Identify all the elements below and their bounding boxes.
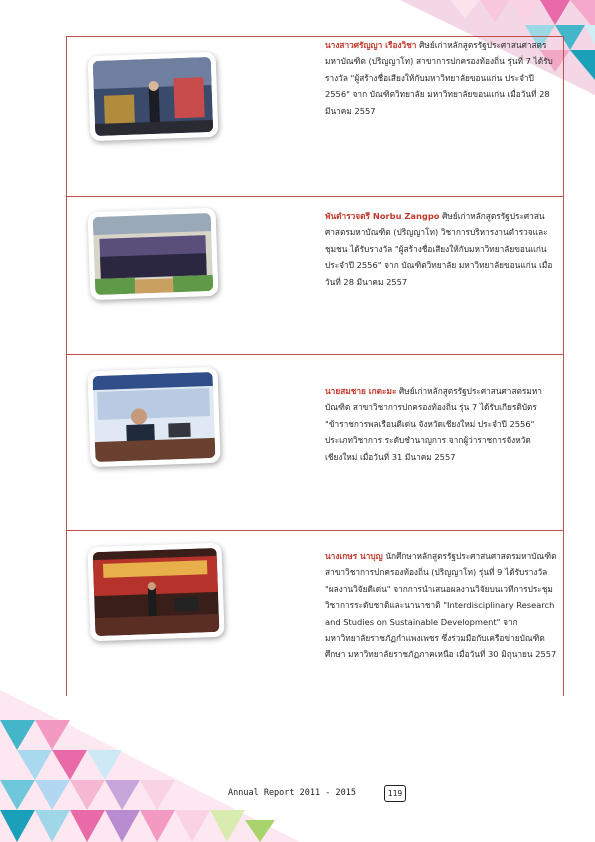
award-description: ศิษย์เก่าหลักสูตรรัฐประศาสนศาสตรมหาบัณฑิต สาขาวิชาการปกครองท้องถิ่น รุ่น 7 ได้รับเกียรติบัตร "ข้าราชการพลเรือนดีเด่น จังหวัดเชียงใหม่ ประจำปี 2556" ประเภทวิชาการ ระดับชำนาญการ จากผู้ว่าราชการจังหวัดเชียงใหม่ เมื่อวันที่ 31 มีนาคม 2557 [325,386,542,462]
award-text [325,548,561,663]
awardee-name: นางสาวศรัญญา เรืองวิชา [325,40,417,50]
award-text [325,383,561,465]
award-description: ศิษย์เก่าหลักสูตรรัฐประศาสนศาสตรมหาบัณฑิต (ปริญญาโท) สาขาการปกครองท้องถิ่น รุ่นที่ 7 ได้รับรางวัล "ผู้สร้างชื่อเสียงให้กับมหาวิทยาลัยขอนแก่น ประจำปี 2556" จาก บัณฑิตวิทยาลัย มหาวิทยาลัยขอนแก่น เมื่อวันที่ 28 มีนาคม 2557 [325,40,553,116]
award-photo [87,367,220,467]
award-description: นักศึกษาหลักสูตรรัฐประศาสนศาสตรมหาบัณฑิต สาขาวิชาการปกครองท้องถิ่น (ปริญญาโท) รุ่นที่ 9 ได้รับรางวัล "ผลงานวิจัยดีเด่น" จากการนำเสนอผลงานวิจัยบนเวทีการประชุมวิชาการระดับชาติและนานาชาติ "Interdisciplinary Research and Studies on Sustainable Development" จาก มหาวิทยาลัยราชภัฏกำแพงเพชร ซึ่งร่วมมือกับเครือข่ายบัณฑิตศึกษา มหาวิทยาลัยราชภัฏภาคเหนือ เมื่อวันที่ 30 มิถุนายน 2557 [325,551,557,660]
decorative-triangle-pattern-bottom [0,690,300,842]
award-text [325,37,561,119]
page-number: 119 [384,785,406,802]
footer-report-label: Annual Report 2011 - 2015 [228,788,356,798]
awardee-name: พันตำรวจตรี Norbu Zangpo [325,211,440,221]
award-photo [87,543,224,642]
award-photo [88,52,219,141]
award-text [325,208,561,290]
award-photo [88,208,219,300]
award-entry [67,355,561,530]
award-entry [67,37,561,196]
awardee-name: นายสมชาย เกตะมะ [325,386,397,396]
award-entry [67,531,561,696]
awardee-name: นางเกษร นาบุญ [325,551,383,561]
award-description: ศิษย์เก่าหลักสูตรรัฐประศาสนศาสตรมหาบัณฑิต (ปริญญาโท) วิชาการบริหารงานตำรวจและชุมชน ได้รับรางวัล "ผู้สร้างชื่อเสียงให้กับมหาวิทยาลัยขอนแก่น ประจำปี 2556" จาก บัณฑิตวิทยาลัย มหาวิทยาลัยขอนแก่น เมื่อวันที่ 28 มีนาคม 2557 [325,211,553,287]
award-entry [67,197,561,354]
